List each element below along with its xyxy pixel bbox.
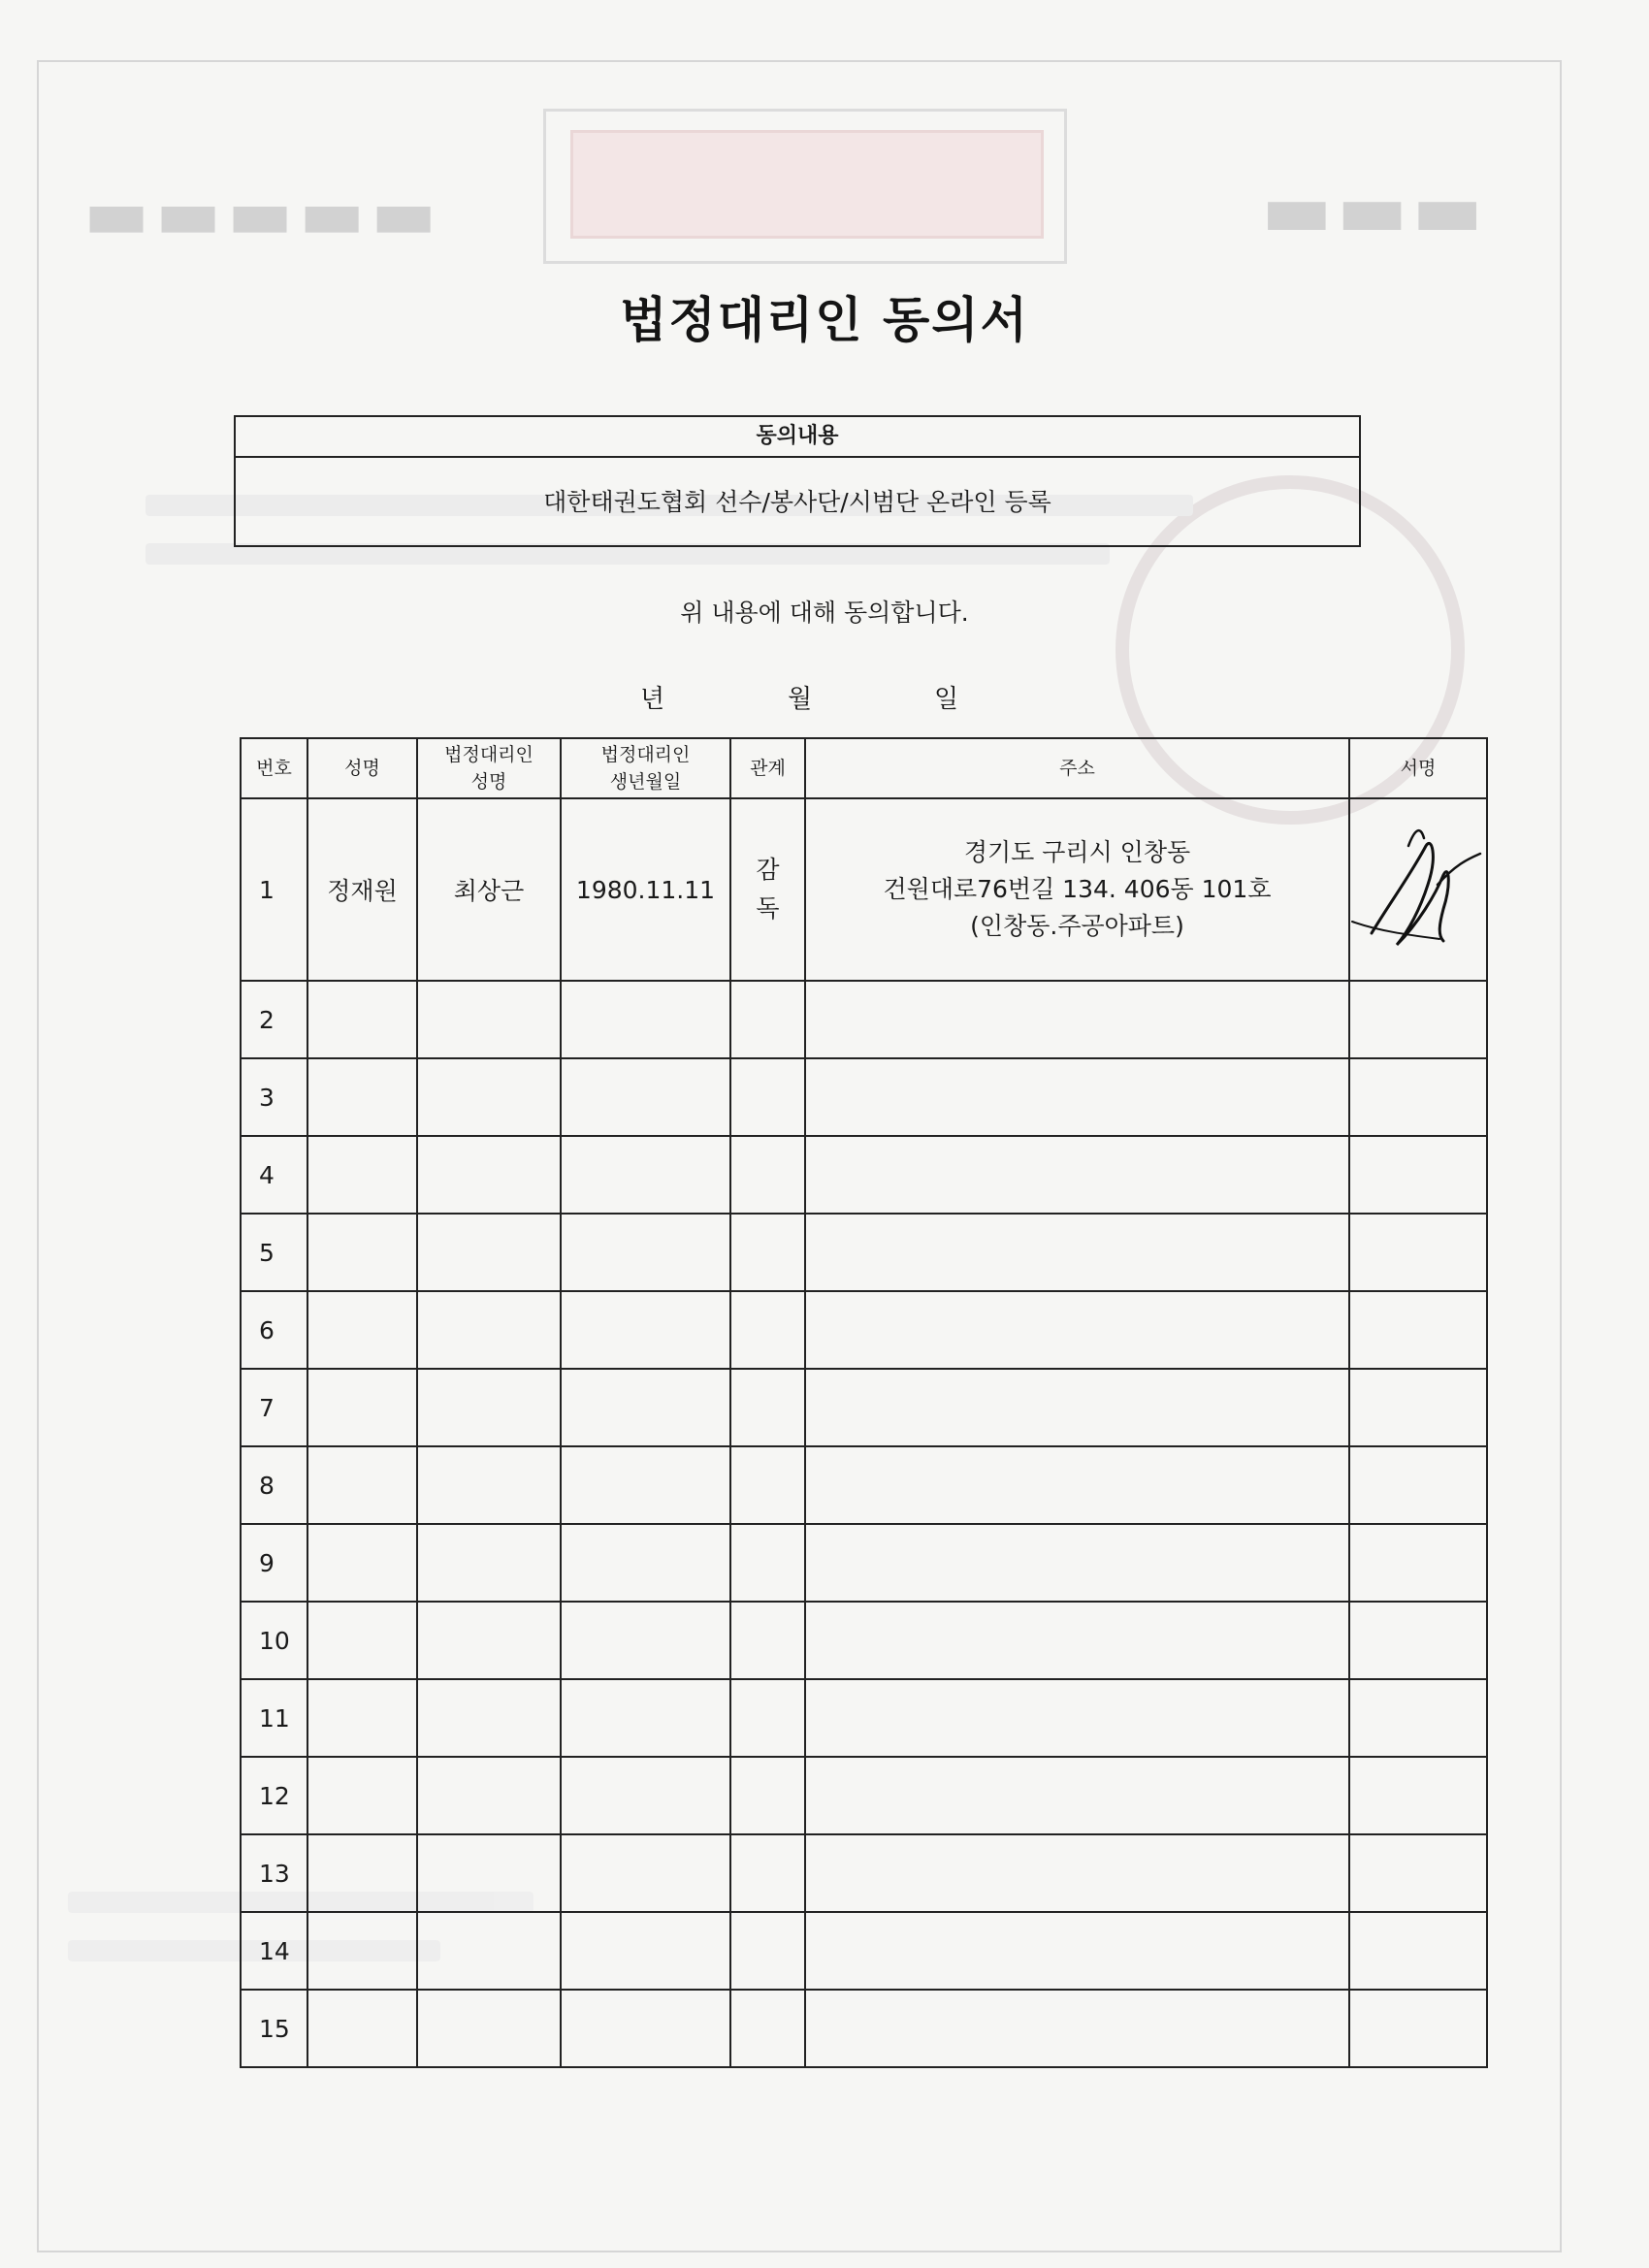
table-row — [241, 798, 1487, 981]
table-row — [241, 1369, 1487, 1446]
row-guardian-birth — [561, 1291, 730, 1369]
row-guardian-name — [417, 1369, 561, 1446]
row-signature — [1349, 1912, 1487, 1990]
row-guardian-birth: 1980.11.11 — [561, 798, 730, 981]
row-guardian-name — [417, 1446, 561, 1524]
row-number: 12 — [241, 1757, 307, 1834]
row-guardian-birth — [561, 1214, 730, 1291]
row-number: 10 — [241, 1602, 307, 1679]
row-address — [805, 1834, 1349, 1912]
row-number: 1 — [241, 798, 307, 981]
row-relation — [730, 798, 805, 981]
row-relation — [730, 1214, 805, 1291]
row-name — [307, 1990, 417, 2067]
table-row — [241, 1524, 1487, 1602]
row-relation — [730, 1912, 805, 1990]
address-line-3: (인창동.주공아파트) — [970, 912, 1184, 940]
row-name — [307, 1291, 417, 1369]
date-year-label: 년 — [640, 685, 665, 714]
row-name — [307, 1136, 417, 1214]
row-guardian-name — [417, 1834, 561, 1912]
address-line-2: 건원대로76번길 134. 406동 101호 — [883, 875, 1272, 903]
row-name — [307, 1912, 417, 1990]
row-guardian-name — [417, 1524, 561, 1602]
row-address — [805, 1602, 1349, 1679]
row-number: 15 — [241, 1990, 307, 2067]
row-number: 7 — [241, 1369, 307, 1446]
row-signature — [1349, 1369, 1487, 1446]
row-signature — [1349, 1990, 1487, 2067]
row-guardian-name: 최상근 — [417, 798, 561, 981]
row-relation — [730, 1136, 805, 1214]
table-row — [241, 1058, 1487, 1136]
row-address — [805, 1757, 1349, 1834]
row-address — [805, 1058, 1349, 1136]
header-relation: 관계 — [730, 738, 805, 798]
row-number: 13 — [241, 1834, 307, 1912]
row-relation — [730, 1990, 805, 2067]
row-guardian-name — [417, 1990, 561, 2067]
row-name — [307, 1446, 417, 1524]
row-relation — [730, 1058, 805, 1136]
row-guardian-birth — [561, 1602, 730, 1679]
row-signature — [1349, 981, 1487, 1058]
table-row — [241, 1912, 1487, 1990]
row-guardian-birth — [561, 1136, 730, 1214]
header-name: 성명 — [307, 738, 417, 798]
row-signature — [1349, 1679, 1487, 1757]
header-number: 번호 — [241, 738, 307, 798]
row-signature — [1349, 798, 1487, 981]
row-guardian-name — [417, 1136, 561, 1214]
row-number: 3 — [241, 1058, 307, 1136]
row-name — [307, 1058, 417, 1136]
row-guardian-name — [417, 1291, 561, 1369]
row-relation — [730, 1291, 805, 1369]
row-signature — [1349, 1602, 1487, 1679]
row-guardian-birth — [561, 1679, 730, 1757]
row-guardian-birth — [561, 981, 730, 1058]
row-signature — [1349, 1446, 1487, 1524]
row-number: 8 — [241, 1446, 307, 1524]
address-line-1: 경기도 구리시 인창동 — [963, 838, 1191, 866]
row-guardian-birth — [561, 1446, 730, 1524]
date-day-label: 일 — [934, 685, 959, 714]
row-guardian-name — [417, 1214, 561, 1291]
row-address — [805, 1679, 1349, 1757]
row-relation — [730, 1757, 805, 1834]
row-address — [805, 1291, 1349, 1369]
row-relation — [730, 1524, 805, 1602]
row-signature — [1349, 1214, 1487, 1291]
consent-box — [234, 415, 1361, 547]
row-guardian-birth — [561, 1757, 730, 1834]
row-name — [307, 1602, 417, 1679]
row-signature — [1349, 1291, 1487, 1369]
relation-text: 감독 — [756, 856, 780, 923]
row-number: 5 — [241, 1214, 307, 1291]
consent-header: 동의내용 — [236, 417, 1359, 458]
table-row — [241, 1602, 1487, 1679]
row-guardian-name — [417, 981, 561, 1058]
handwritten-signature-icon — [1350, 817, 1486, 962]
row-address — [805, 798, 1349, 981]
row-number: 6 — [241, 1291, 307, 1369]
row-address — [805, 981, 1349, 1058]
header-address: 주소 — [805, 738, 1349, 798]
table-row — [241, 1214, 1487, 1291]
guardian-table — [240, 737, 1488, 2068]
row-guardian-birth — [561, 1990, 730, 2067]
row-address — [805, 1912, 1349, 1990]
row-relation — [730, 1602, 805, 1679]
row-relation — [730, 1679, 805, 1757]
row-signature — [1349, 1757, 1487, 1834]
row-relation — [730, 1446, 805, 1524]
row-name — [307, 1369, 417, 1446]
row-address — [805, 1524, 1349, 1602]
consent-content: 대한태권도협회 선수/봉사단/시범단 온라인 등록 — [543, 488, 1051, 516]
row-signature — [1349, 1058, 1487, 1136]
row-name — [307, 1757, 417, 1834]
table-header-row — [241, 738, 1487, 798]
row-guardian-birth — [561, 1524, 730, 1602]
row-number: 2 — [241, 981, 307, 1058]
row-signature — [1349, 1524, 1487, 1602]
row-relation — [730, 1834, 805, 1912]
row-signature — [1349, 1136, 1487, 1214]
row-name: 정재원 — [307, 798, 417, 981]
header-signature: 서명 — [1349, 738, 1487, 798]
agreement-statement: 위 내용에 대해 동의합니다. — [680, 599, 969, 627]
table-row — [241, 1990, 1487, 2067]
row-guardian-birth — [561, 1058, 730, 1136]
header-guardian-birth: 법정대리인 생년월일 — [561, 738, 730, 798]
row-address — [805, 1214, 1349, 1291]
row-signature — [1349, 1834, 1487, 1912]
row-number: 14 — [241, 1912, 307, 1990]
table-row — [241, 1446, 1487, 1524]
date-row — [0, 679, 1649, 718]
row-address — [805, 1136, 1349, 1214]
row-name — [307, 1679, 417, 1757]
row-name — [307, 1524, 417, 1602]
row-guardian-birth — [561, 1912, 730, 1990]
table-row — [241, 1834, 1487, 1912]
table-row — [241, 981, 1487, 1058]
row-address — [805, 1990, 1349, 2067]
row-guardian-name — [417, 1602, 561, 1679]
date-month-label: 월 — [788, 685, 813, 714]
row-relation — [730, 1369, 805, 1446]
row-name — [307, 1214, 417, 1291]
row-guardian-name — [417, 1757, 561, 1834]
row-number: 4 — [241, 1136, 307, 1214]
table-row — [241, 1136, 1487, 1214]
document-title: 법정대리인 동의서 — [620, 291, 1029, 348]
table-row — [241, 1291, 1487, 1369]
row-guardian-birth — [561, 1834, 730, 1912]
row-guardian-name — [417, 1679, 561, 1757]
table-row — [241, 1757, 1487, 1834]
header-guardian-name: 법정대리인 성명 — [417, 738, 561, 798]
row-address — [805, 1369, 1349, 1446]
row-name — [307, 981, 417, 1058]
row-name — [307, 1834, 417, 1912]
row-guardian-name — [417, 1912, 561, 1990]
row-relation — [730, 981, 805, 1058]
row-guardian-birth — [561, 1369, 730, 1446]
row-number: 9 — [241, 1524, 307, 1602]
table-row — [241, 1679, 1487, 1757]
row-number: 11 — [241, 1679, 307, 1757]
row-address — [805, 1446, 1349, 1524]
row-guardian-name — [417, 1058, 561, 1136]
